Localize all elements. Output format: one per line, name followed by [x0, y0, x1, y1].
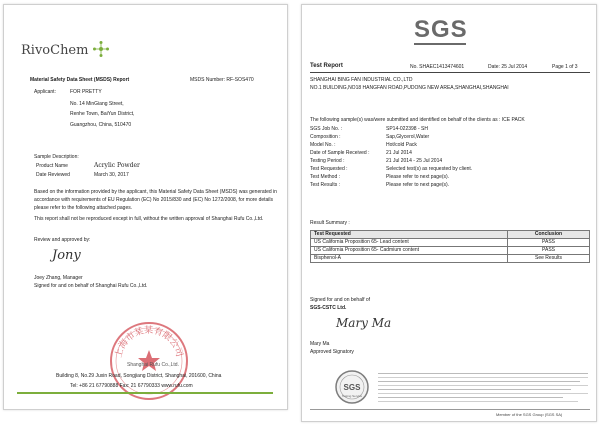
info-label: Test Requested : [310, 166, 348, 172]
table-cell: PASS [508, 239, 590, 247]
client-address: NO.1 BUILDING,NO18 HANGFAN ROAD,PUDONG NEW AREA,SHANGHAI,SHANGHAI [310, 85, 509, 91]
molecule-logo-icon [92, 40, 110, 58]
info-label: Test Results : [310, 182, 341, 188]
info-value: Selected test(s) as requested by client. [386, 166, 473, 172]
table-cell: US California Proposition 65- Lead content [311, 239, 508, 247]
info-value: Please refer to next page(s). [386, 174, 450, 180]
rivochem-logo-text: RivoChem [21, 43, 89, 58]
client-company: SHANGHAI BING FAN INDUSTRIAL CO.,LTD [310, 77, 413, 83]
applicant-label: Applicant: [34, 89, 56, 95]
info-label: Test Method : [310, 174, 341, 180]
sample-intro: The following sample(s) was/were submitted and identified on behalf of the clients as : ICE PACK [310, 117, 525, 123]
footer-address: Building 8, No.29 Juxin Road, Songjiang District, Shanghai, 201600, China [56, 373, 222, 379]
body-text-line: accordance with requirements of EU Regulation (EC) No 2015/830 and (EC) No 1272/2008, for more details [34, 197, 274, 203]
info-value: 21 Jul 2014 [386, 150, 412, 156]
info-label: Date of Sample Received : [310, 150, 370, 156]
table-row [311, 255, 590, 263]
msds-number: MSDS Number: RF-SOS470 [190, 77, 254, 83]
review-approved-label: Review and approved by: [34, 237, 91, 243]
fine-print-block [378, 373, 588, 405]
approver-signature: Mary Ma [336, 316, 392, 330]
sample-description-heading: Sample Description: [34, 154, 79, 160]
company-seal-stamp [108, 320, 190, 402]
svg-text:上海市某某有限公司: 上海市某某有限公司 [114, 325, 184, 359]
applicant-name: FOR PRETTY [70, 89, 102, 95]
info-value: Sap,Glycerol,Water [386, 134, 430, 140]
applicant-address-line: Guangzhou, China, 510470 [70, 122, 132, 128]
seal-caption: Shanghai Rufu Co.,Ltd. [127, 362, 179, 368]
info-value: Please refer to next page(s). [386, 182, 450, 188]
info-value: 21 Jul 2014 - 25 Jul 2014 [386, 158, 443, 164]
product-name-label: Product Name [36, 163, 68, 169]
footer-divider [310, 409, 590, 410]
report-number: No. SHAEC1413474601 [410, 64, 465, 70]
result-summary-heading: Result Summary : [310, 220, 350, 226]
signed-company: SGS-CSTC Ltd. [310, 305, 347, 311]
logo-rule [414, 43, 466, 45]
sgs-test-report-document [301, 4, 597, 422]
signed-for-label: Signed for and on behalf of [310, 297, 371, 303]
sgs-seal-icon [334, 369, 370, 405]
table-cell: Bisphenol-A [311, 255, 508, 263]
approver-title: Approved Signatory [310, 349, 354, 355]
info-label: Testing Period : [310, 158, 345, 164]
product-name-value: Acrylic Powder [94, 162, 140, 169]
signer-name: Joey Zhang, Manager [34, 275, 83, 281]
manager-signature: Jony [52, 248, 81, 263]
approver-name: Mary Ma [310, 341, 330, 347]
date-reviewed-label: Date Reviewed [36, 172, 70, 178]
test-report-heading: Test Report [310, 63, 343, 69]
signed-for-text: Signed for and on behalf of Shanghai Rufu Co.,Ltd. [34, 283, 148, 289]
reproduction-notice: This report shall not be reproduced except in full, without the written approval of Shanghai Rufu Co.,Ltd. [34, 216, 264, 222]
table-header-cell: Conclusion [508, 231, 590, 239]
report-title: Material Safety Data Sheet (MSDS) Report [30, 77, 130, 83]
table-header-cell: Test Requested [311, 231, 508, 239]
table-row [311, 239, 590, 247]
svg-text:SGS: SGS [343, 383, 361, 392]
sgs-group-member: Member of the SGS Group (SGS SA) [496, 412, 563, 417]
info-value: Hot/cold Pack [386, 142, 417, 148]
footer-contact: Tel: +86 21 67790888 Fax: 21 67790333 www.rufu.com [70, 383, 193, 389]
table-cell: US California Proposition 65- Cadmium content [311, 247, 508, 255]
table-row [311, 247, 590, 255]
footer-accent-line [17, 392, 273, 394]
report-date: Date: 25 Jul 2014 [488, 64, 528, 70]
table-cell: See Results [508, 255, 590, 263]
msds-report-document [3, 4, 288, 410]
info-label: Model No. : [310, 142, 336, 148]
info-label: SGS Job No. : [310, 126, 342, 132]
result-summary-table [310, 230, 590, 263]
sgs-logo-text: SGS [414, 16, 468, 43]
body-text-line: Based on the information provided by the applicant, this Material Safety Data Sheet (MSDS) was generated in [34, 189, 277, 195]
applicant-address-line: No. 14 MinGiang Street, [70, 101, 124, 107]
page-indicator: Page 1 of 3 [552, 64, 578, 70]
body-text-line: please refer to the following attached pages. [34, 205, 133, 211]
header-divider [310, 72, 590, 73]
applicant-address-line: Renhe Town, BaiYun District, [70, 111, 135, 117]
table-cell: PASS [508, 247, 590, 255]
svg-text:Testing Service: Testing Service [341, 394, 363, 398]
info-label: Composition : [310, 134, 341, 140]
info-value: SP14-022398 - SH [386, 126, 428, 132]
date-reviewed-value: March 30, 2017 [94, 172, 129, 178]
table-header-row [311, 231, 590, 239]
